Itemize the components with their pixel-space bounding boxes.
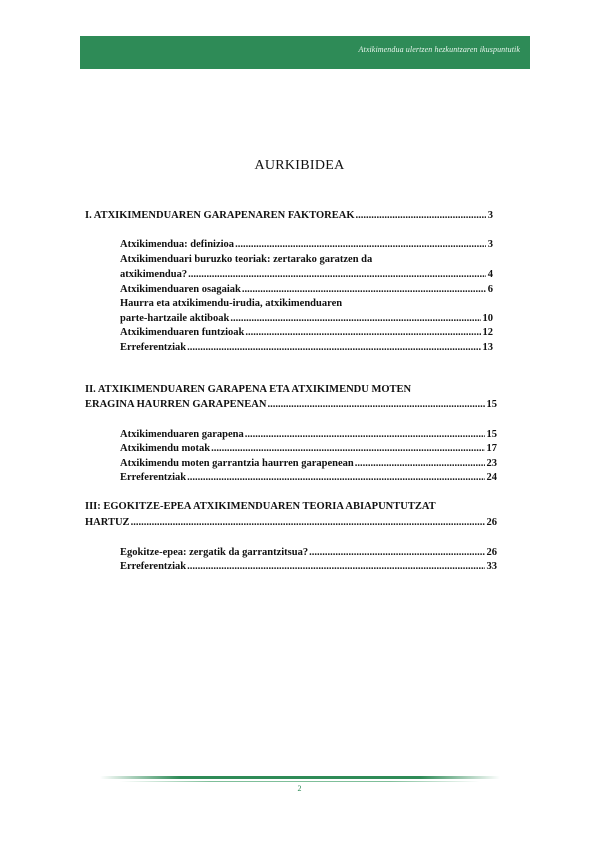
header-band (80, 36, 530, 69)
toc-title: AURKIBIDEA (254, 158, 345, 173)
toc-section-2-line1[interactable]: II. ATXIKIMENDUAREN GARAPENA ETA ATXIKIMENDU MOTEN (85, 384, 412, 395)
toc-item[interactable]: Erreferentziak ..... 13 (120, 341, 493, 354)
toc-item-line1[interactable]: Haurra eta atxikimendu-irudia, atxikimenduaren (120, 298, 343, 309)
toc-section-3-line1[interactable]: III: EGOKITZE-EPEA ATXIKIMENDUAREN TEORIA ABIAPUNTUTZAT (85, 501, 436, 512)
toc-item[interactable]: Egokitze-epea: zergatik da garrantzitsua? ..... 26 (120, 546, 497, 559)
running-header: Atxikimendua ulertzen hezkuntzaren ikuspuntutik (358, 45, 520, 54)
page-number: 2 (297, 784, 302, 793)
toc-item[interactable]: Atxikimenduaren osagaiak ..... 6 (120, 283, 493, 296)
toc-item[interactable]: Atxikimendu moten garrantzia haurren garapenean ..... 23 (120, 457, 497, 470)
footer-divider-thin (120, 781, 480, 782)
toc-item[interactable]: Erreferentziak ..... 33 (120, 560, 497, 573)
toc-item[interactable]: Atxikimendua: definizioa ..... 3 (120, 238, 493, 251)
toc-section-1[interactable]: I. ATXIKIMENDUAREN GARAPENAREN FAKTOREAK ..... 3 (85, 209, 493, 222)
toc-item[interactable]: Atxikimenduaren garapena ..... 15 (120, 428, 497, 441)
toc-item[interactable]: atxikimendua? ..... 4 (120, 268, 493, 281)
toc-section-2[interactable]: ERAGINA HAURREN GARAPENEAN ..... 15 (85, 398, 497, 411)
toc-item-line1[interactable]: Atxikimenduari buruzko teoriak: zertarako garatzen da (120, 254, 373, 265)
toc-item[interactable]: Atxikimendu motak ..... 17 (120, 442, 497, 455)
toc-item[interactable]: parte-hartzaile aktiboak ..... 10 (120, 312, 493, 325)
footer-divider (100, 776, 500, 779)
toc-item[interactable]: Atxikimenduaren funtzioak ..... 12 (120, 326, 493, 339)
toc-item[interactable]: Erreferentziak ..... 24 (120, 471, 497, 484)
toc-section-3[interactable]: HARTUZ ..... 26 (85, 516, 497, 529)
